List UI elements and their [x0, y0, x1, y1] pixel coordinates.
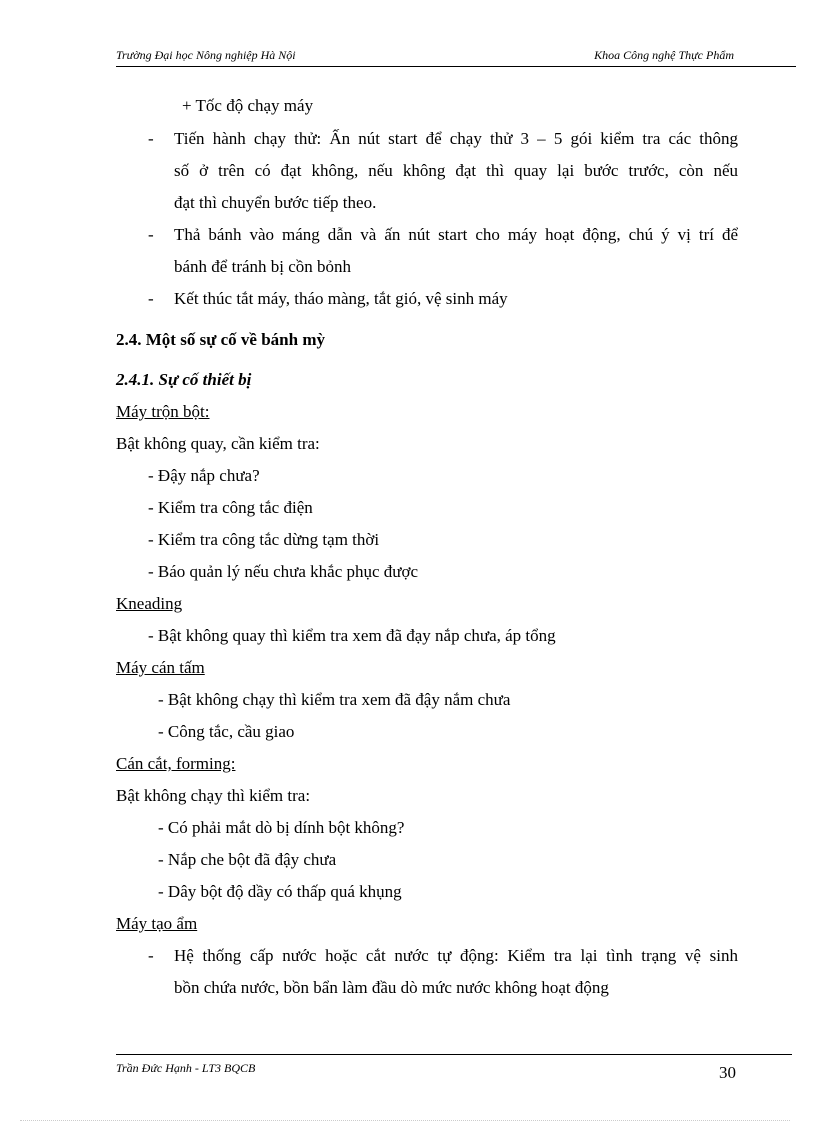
subsection-heading: 2.4.1. Sự cố thiết bị — [116, 370, 252, 389]
humidifier-line-1: Hệ thống cấp nước hoặc cắt nước tự động: Kiểm tra lại tình trạng vệ sinh — [174, 946, 738, 965]
mixer-intro: Bật không quay, cần kiểm tra: — [116, 434, 320, 453]
mixer-item: - Đậy nắp chưa? — [148, 466, 260, 485]
kneading-title: Kneading — [116, 594, 183, 613]
page-header — [116, 48, 796, 67]
header-faculty: Khoa Công nghệ Thực Phẩm — [594, 48, 734, 62]
kneading-item: - Bật không quay thì kiểm tra xem đã đạy nắp chưa, áp tổng — [148, 626, 556, 645]
page-footer — [116, 1054, 792, 1085]
bullet-2-line-2: bánh để tránh bị cồn bỏnh — [174, 257, 352, 276]
sheeter-title: Máy cán tấm — [116, 658, 205, 677]
forming-item: - Nắp che bột đã đậy chưa — [158, 850, 337, 869]
page-bottom-divider — [20, 1120, 790, 1121]
mixer-item: - Kiểm tra công tắc điện — [148, 498, 313, 517]
bullet-3-line-1: Kết thúc tắt máy, tháo màng, tắt gió, vệ sinh máy — [174, 289, 508, 308]
sheeter-item: - Công tắc, cầu giao — [158, 722, 295, 741]
mixer-item: - Báo quản lý nếu chưa khắc phục được — [148, 562, 419, 581]
bullet-dash: - — [148, 225, 154, 244]
bullet-1-line-1: Tiến hành chạy thử: Ấn nút start để chạy thử 3 – 5 gói kiểm tra các thông — [174, 129, 738, 148]
bullet-dash: - — [148, 946, 154, 965]
mixer-title: Máy trộn bột: — [116, 402, 210, 421]
humidifier-line-2: bồn chứa nước, bồn bẩn làm đầu dò mức nước không hoạt động — [174, 978, 609, 997]
bullet-1-line-3: đạt thì chuyển bước tiếp theo. — [174, 193, 377, 212]
bullet-1-line-2: số ở trên có đạt không, nếu không đạt thì quay lại bước trước, còn nếu — [174, 161, 738, 180]
bullet-dash: - — [148, 289, 154, 308]
forming-item: - Dây bột độ dầy có thấp quá khụng — [158, 882, 402, 901]
bullet-2-line-1: Thả bánh vào máng dẫn và ấn nút start cho máy hoạt động, chú ý vị trí để — [174, 225, 738, 244]
humidifier-title: Máy tạo ẩm — [116, 914, 198, 933]
page-number: 30 — [719, 1063, 736, 1082]
forming-title: Cán cắt, forming: — [116, 754, 236, 773]
forming-item: - Có phải mắt dò bị dính bột không? — [158, 818, 405, 837]
header-university: Trường Đại học Nông nghiệp Hà Nội — [116, 48, 296, 62]
footer-author: Trần Đức Hạnh - LT3 BQCB — [116, 1061, 256, 1075]
plus-item: + Tốc độ chạy máy — [182, 96, 314, 115]
sheeter-item: - Bật không chạy thì kiểm tra xem đã đậy nắm chưa — [158, 690, 511, 709]
bullet-dash: - — [148, 129, 154, 148]
mixer-item: - Kiểm tra công tắc dừng tạm thời — [148, 530, 380, 549]
forming-intro: Bật không chạy thì kiểm tra: — [116, 786, 311, 805]
section-heading: 2.4. Một số sự cố về bánh mỳ — [116, 330, 326, 349]
